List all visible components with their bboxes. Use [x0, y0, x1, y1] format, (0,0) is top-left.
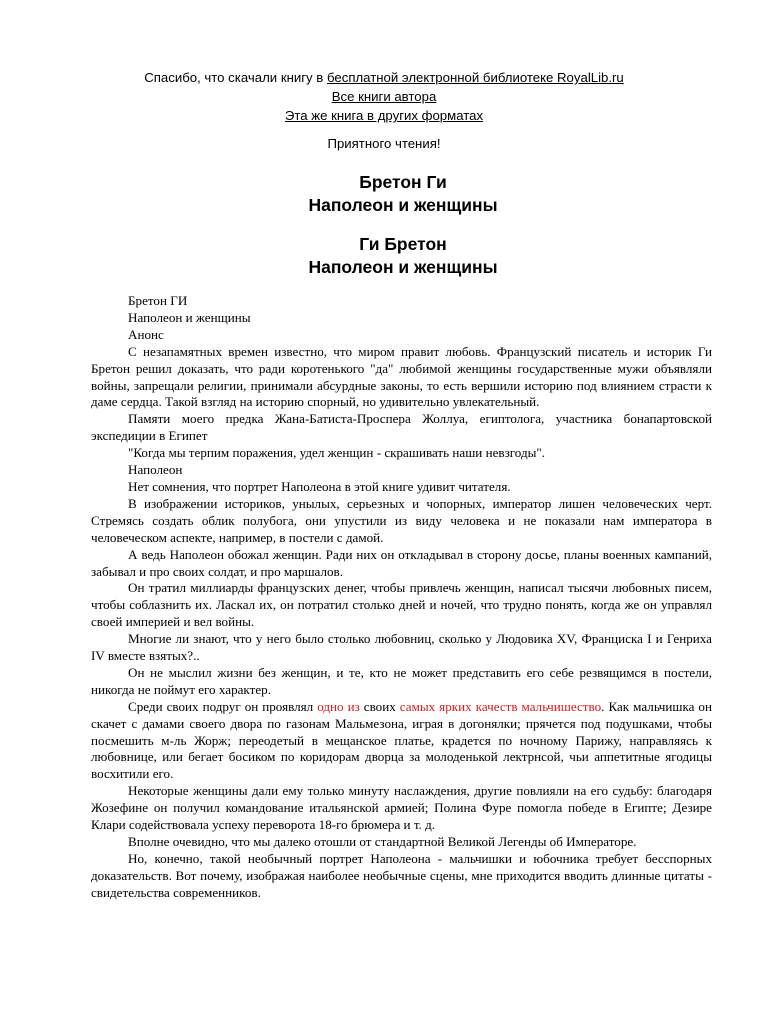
paragraph: Вполне очевидно, что мы далеко отошли от стандартной Великой Легенды об Императоре.: [128, 834, 637, 849]
download-notice: [0, 68, 768, 125]
greeting: Приятного чтения!: [327, 136, 441, 151]
text-run: своих: [359, 698, 400, 714]
paragraph: В изображении историков, унылых, серьезных и чопорных, император лишен человеческих черт. Стремясь создать облик полубога, они упустили из виду человека и не показали нам императора в человеческом аспекте, например, в постели с дамой.: [91, 495, 712, 545]
epigraph: "Когда мы терпим поражения, удел женщин - скрашивать наши невзгоды".: [128, 445, 546, 461]
paragraph: Он тратил миллиарды французских денег, чтобы привлечь женщин, написал тысячи любовных писем, чтобы соблазнить их. Ласкал их, он потратил столько дней и ночей, что трудно понять, когда же он управлял своей империей и вел войны.: [91, 580, 712, 630]
library-link[interactable]: бесплатной электронной библиотеке RoyalLib.ru: [326, 70, 624, 85]
highlighted-text: одно из: [317, 698, 360, 714]
paragraph-highlighted: [91, 699, 712, 784]
paragraph: С незапамятных времен известно, что миром правит любовь. Французский писатель и историк Ги Бретон решил доказать, что ради коротенького "да" любимой женщины государственные мужи объявляли войны, запрещали религии, принимали абсурдные законы, то есть вершили историю под влиянием страсти к даме сердца. Такой взгляд на историю спорный, но удивительно увлекательный.: [91, 343, 712, 410]
paragraph: Нет сомнения, что портрет Наполеона в этой книге удивит читателя.: [128, 478, 511, 494]
paragraph: Некоторые женщины дали ему только минуту наслаждения, другие повлияли на его судьбу: благодаря Жозефине он получил командование итальянской армией; Полина Фуре помогла победе в Египте; Дезире Клари содействовала успеху переворота 18-го брюмера и т. д.: [91, 783, 712, 833]
paragraph: Но, конечно, такой необычный портрет Наполеона - мальчишки и юбочника требует бесспорных доказательств. Вот почему, изображая наиболее необычные сцены, мне приходится вводить длинные цитаты - свидетельства современников.: [91, 850, 712, 900]
epigraph-author: Наполеон: [128, 462, 183, 478]
title-name: Наполеон и женщины: [308, 257, 498, 277]
paragraph: Многие ли знают, что у него было столько любовниц, сколько у Людовика XV, Франциска I и Генриха IV вместе взятых?..: [91, 631, 712, 664]
title-author: Ги Бретон: [359, 234, 447, 254]
paragraph: А ведь Наполеон обожал женщин. Ради них он откладывал в сторону досье, планы военных кампаний, забывал и про своих солдат, и про маршалов.: [91, 546, 712, 579]
thanks-line: [0, 68, 768, 87]
highlighted-text: самых ярких качеств мальчишество: [399, 698, 602, 714]
annotation-heading: Анонс: [128, 326, 164, 342]
paragraph: Он не мыслил жизни без женщин, и те, кто не может представить его себе резвящимся в постели, никогда не поймут его характер.: [91, 664, 712, 697]
text-run: . Как мальчишка он скачет с дамами своего двора по газонам Мальмезона, играя в догонялки; прячется под подушками, чтобы посмешить м-ль Жорж; переодетый в мещанское платье, крадется по ночному Парижу, направляясь к любовнице, или бегает босиком по коридорам дворца за молоденькой лектрнсой, чьи аппетитные ягодицы восхитили его.: [91, 698, 712, 782]
title-name: Наполеон и женщины: [308, 195, 498, 215]
author-line: Бретон ГИ: [128, 293, 188, 308]
book-text: [91, 293, 712, 902]
book-title-1: [0, 171, 768, 217]
dedication: Памяти моего предка Жана-Батиста-Проспера Жоллуа, египтолога, участника бонапартовской экспедиции в Египет: [91, 411, 712, 444]
book-title-2: [0, 233, 768, 279]
text-run: Среди своих подруг он проявлял: [128, 698, 318, 714]
title-author: Бретон Ги: [359, 172, 447, 192]
thanks-text: Спасибо, что скачали книгу в: [144, 70, 327, 85]
author-books-link[interactable]: Все книги автора: [331, 89, 437, 104]
other-formats-link[interactable]: Эта же книга в других форматах: [284, 108, 484, 123]
book-name-line: Наполеон и женщины: [128, 309, 251, 325]
